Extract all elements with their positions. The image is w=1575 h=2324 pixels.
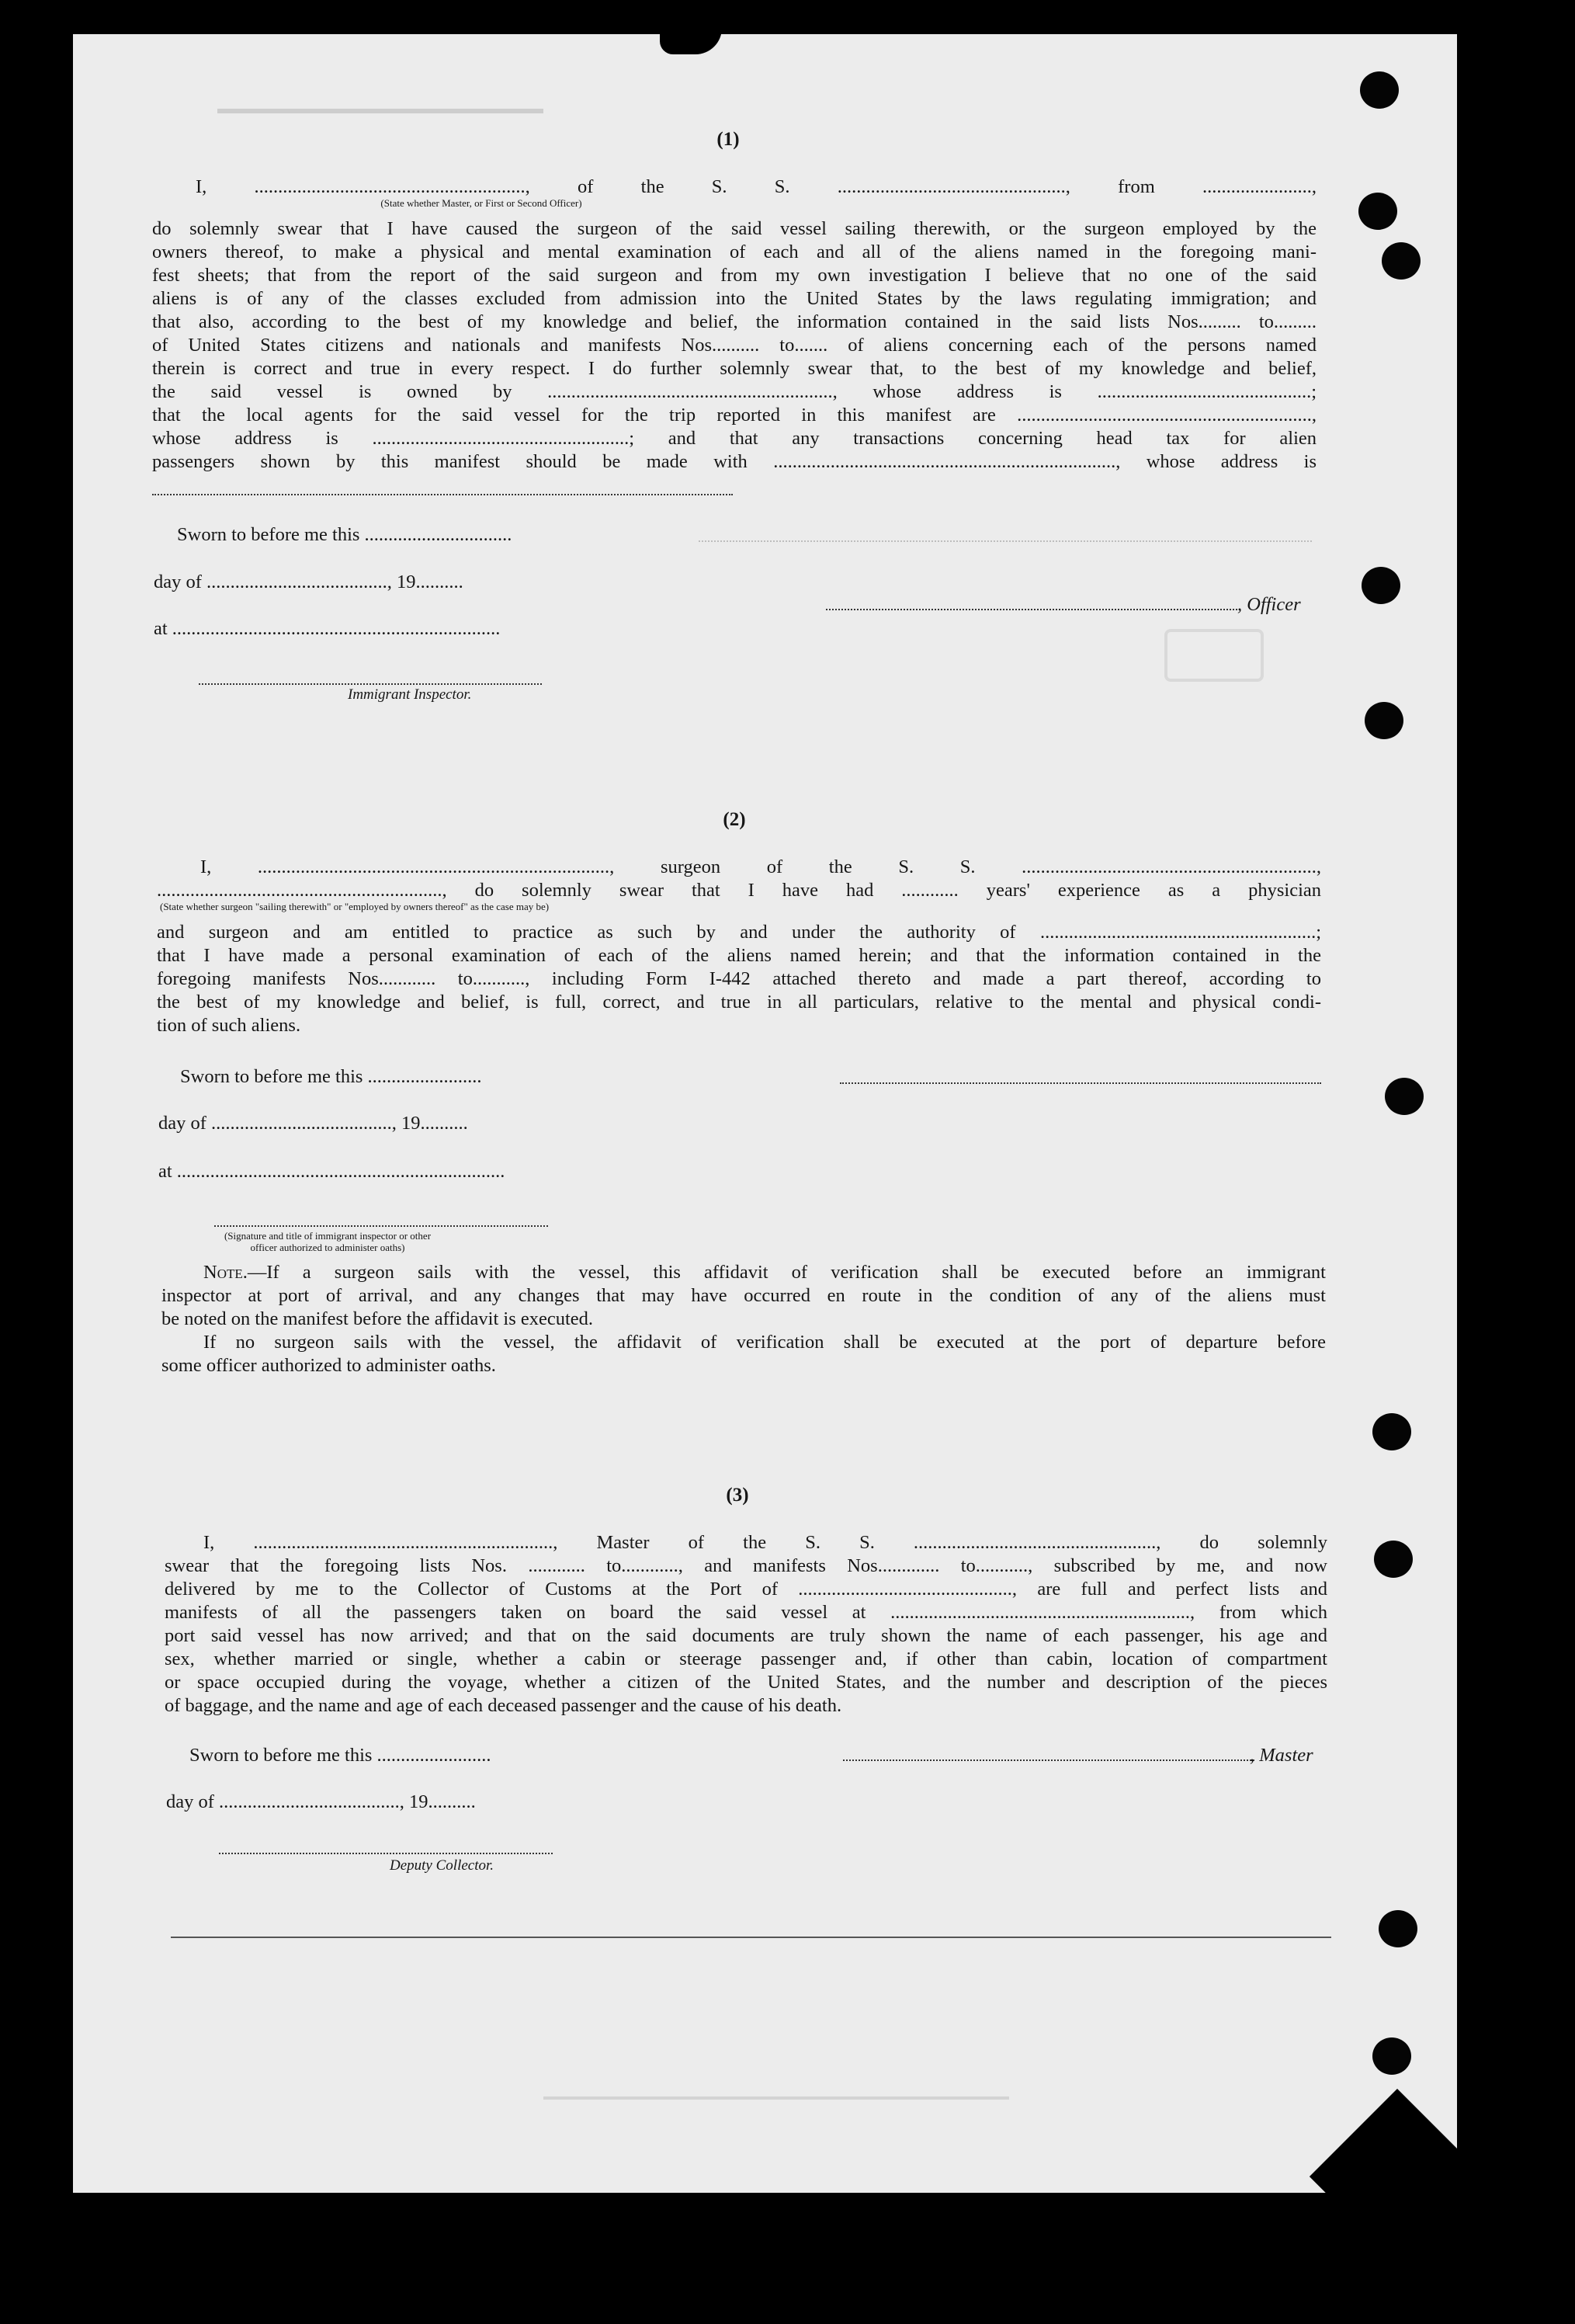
s3-master-label bbox=[1250, 1744, 1313, 1767]
s1-officer-blank bbox=[826, 598, 1237, 610]
s1-inspector-label: Immigrant Inspector. bbox=[348, 686, 472, 703]
s3-master-blank bbox=[843, 1749, 1254, 1761]
s2-line: the best of my knowledge and belief, is full, correct, and true in all particulars, relative to the mental and physical condi- bbox=[157, 992, 1321, 1013]
section-3-heading: (3) bbox=[726, 1485, 749, 1506]
s1-line: that also, according to the best of my knowledge and belief, the information contained in the said lists Nos......... to......... bbox=[152, 311, 1317, 332]
punch-hole bbox=[1365, 702, 1403, 739]
s1-line: therein is correct and true in every respect. I do further solemnly swear that, to the best of my knowledge and belief, bbox=[152, 358, 1317, 379]
s1-officer-text: , Officer bbox=[1237, 594, 1301, 615]
s2-inspector-blank bbox=[214, 1214, 548, 1227]
section-3-paragraph bbox=[165, 1531, 1327, 1718]
s3-day: day of ......................................, 19.......... bbox=[166, 1791, 476, 1812]
s2-signature-blank bbox=[840, 1072, 1321, 1084]
note-text: —If a surgeon sails with the vessel, this affidavit of verification shall be executed before an immigrant bbox=[247, 1262, 1326, 1283]
s1-role-note: (State whether Master, or First or Second Officer) bbox=[380, 197, 582, 209]
bleed-through-mark bbox=[543, 2096, 1009, 2100]
s3-line: swear that the foregoing lists Nos. ............ to............, and manifests Nos............. to..........., subscribed by me, and now bbox=[165, 1555, 1327, 1576]
s2-line: and surgeon and am entitled to practice as such by and under the authority of ..........................................................; bbox=[157, 922, 1321, 943]
section-1-heading: (1) bbox=[716, 129, 740, 150]
section-2-intro bbox=[157, 856, 1321, 902]
s1-day: day of ......................................, 19.......... bbox=[154, 571, 463, 592]
s1-officer-label bbox=[1237, 593, 1301, 617]
s3-line: of baggage, and the name and age of each deceased passenger and the cause of his death. bbox=[165, 1695, 842, 1716]
s2-note-line: If no surgeon sails with the vessel, the affidavit of verification shall be executed at the port of departure before bbox=[203, 1332, 1326, 1353]
punch-hole bbox=[1379, 1910, 1417, 1947]
bleed-through-mark bbox=[217, 109, 543, 134]
s1-line: passengers shown by this manifest should be made with ........................................................................, whose address is bbox=[152, 451, 1317, 472]
s2-sworn: Sworn to before me this ........................ bbox=[180, 1066, 482, 1087]
bottom-rule bbox=[171, 1937, 1331, 1938]
s1-line: the said vessel is owned by ............................................................, whose address is .............................................; bbox=[152, 381, 1317, 402]
s2-note bbox=[161, 1261, 1326, 1377]
punch-hole bbox=[1374, 1541, 1413, 1578]
s1-line: aliens is of any of the classes excluded from admission into the United States by the laws regulating immigration; and bbox=[152, 288, 1317, 309]
s1-inspector-blank bbox=[199, 672, 542, 685]
s1-line: that the local agents for the said vessel for the trip reported in this manifest are .............................................................., bbox=[152, 405, 1317, 426]
punch-hole bbox=[1358, 193, 1397, 230]
s3-collector-label: Deputy Collector. bbox=[390, 1857, 494, 1874]
s3-collector-blank bbox=[219, 1842, 553, 1854]
s1-line: of United States citizens and nationals and manifests Nos.......... to....... of aliens concerning each of the persons named bbox=[152, 335, 1317, 356]
s3-line: sex, whether married or single, whether a cabin or steerage passenger and, if other than cabin, location of compartment bbox=[165, 1648, 1327, 1669]
s1-line: whose address is ......................................................; and that any transactions concerning head tax for alien bbox=[152, 428, 1317, 449]
punch-hole bbox=[1360, 71, 1399, 109]
s2-line: foregoing manifests Nos............ to..........., including Form I-442 attached thereto and made a part thereof, according to bbox=[157, 968, 1321, 989]
s1-line: do solemnly swear that I have caused the surgeon of the said vessel sailing therewith, or the surgeon employed by the bbox=[152, 218, 1317, 239]
punch-hole bbox=[1372, 2037, 1411, 2075]
s1-line: I, ........................................................., of the S. S. ................................................, from ......................., bbox=[196, 176, 1317, 197]
s2-line: that I have made a personal examination of each of the aliens named herein; and that the information contained in the bbox=[157, 945, 1321, 966]
punch-hole bbox=[1385, 1078, 1424, 1115]
s1-address-blank bbox=[152, 483, 733, 495]
s2-note-line: be noted on the manifest before the affidavit is executed. bbox=[161, 1308, 594, 1329]
note-label: Note. bbox=[203, 1262, 248, 1283]
s3-line: delivered by me to the Collector of Customs at the Port of ............................................., are full and perfect lists and bbox=[165, 1579, 1327, 1600]
s2-note-line bbox=[161, 1261, 1326, 1284]
s2-line: ............................................................, do solemnly swear that I have had ............ years' experience as a physician bbox=[157, 880, 1321, 901]
s3-line: I, ..............................................................., Master of the S. S. ..................................................., do solemnly bbox=[203, 1532, 1327, 1553]
punch-hole bbox=[1362, 567, 1400, 604]
s3-sworn: Sworn to before me this ........................ bbox=[189, 1745, 491, 1766]
s1-sworn-blank-right bbox=[699, 530, 1312, 542]
s2-day: day of ......................................, 19.......... bbox=[158, 1113, 468, 1134]
section-1-body bbox=[152, 175, 1317, 199]
section-2-paragraph bbox=[157, 921, 1321, 1037]
s1-sworn: Sworn to before me this ............................... bbox=[177, 524, 512, 545]
section-1-paragraph bbox=[152, 217, 1317, 474]
s2-signature-note: (Signature and title of immigrant inspector or other officer authorized to administer oaths) bbox=[224, 1230, 432, 1253]
s2-note-line: inspector at port of arrival, and any changes that may have occurred en route in the condition of any of the aliens must bbox=[161, 1285, 1326, 1306]
section-2-heading: (2) bbox=[723, 809, 746, 830]
s3-line: or space occupied during the voyage, whether a citizen of the United States, and the number and description of the pieces bbox=[165, 1672, 1327, 1693]
s3-line: manifests of all the passengers taken on board the said vessel at ..............................................................., from which bbox=[165, 1602, 1327, 1623]
s2-note-line: some officer authorized to administer oaths. bbox=[161, 1355, 496, 1376]
s3-line: port said vessel has now arrived; and that on the said documents are truly shown the name of each passenger, his age and bbox=[165, 1625, 1327, 1646]
punch-hole bbox=[1372, 1413, 1411, 1450]
bleed-through-mark bbox=[1164, 629, 1264, 682]
s3-master-text: , Master bbox=[1250, 1745, 1313, 1766]
s1-line: fest sheets; that from the report of the said surgeon and from my own investigation I believe that no one of the said bbox=[152, 265, 1317, 286]
s2-role-note: (State whether surgeon "sailing therewith" or "employed by owners thereof" as the case may be) bbox=[160, 901, 550, 912]
s1-at: at ..................................................................... bbox=[154, 618, 501, 639]
s2-at: at ..................................................................... bbox=[158, 1161, 505, 1182]
s1-line: owners thereof, to make a physical and mental examination of each and all of the aliens named in the foregoing mani- bbox=[152, 241, 1317, 262]
s2-line: tion of such aliens. bbox=[157, 1015, 301, 1036]
punch-hole bbox=[1382, 242, 1421, 280]
s2-line: I, .........................................................................., surgeon of the S. S. .............................................................., bbox=[200, 856, 1321, 877]
